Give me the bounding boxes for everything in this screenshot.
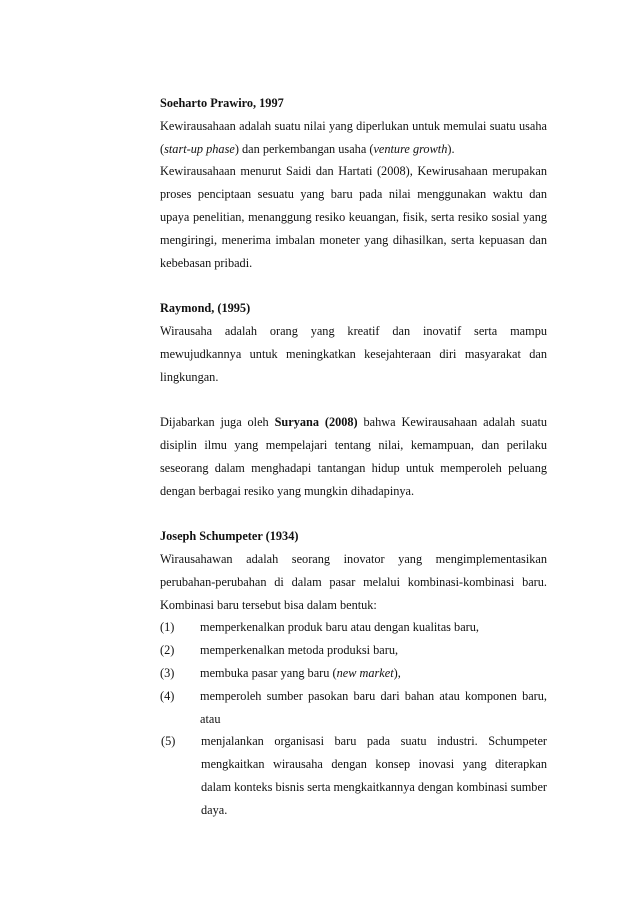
document-page	[160, 92, 547, 822]
paragraph-raymond: Wirausaha adalah orang yang kreatif dan inovatif serta mampu mewujudkannya untuk meningkatkan kesejahteraan diri masyarakat dan lingkungan.	[160, 323, 547, 384]
paragraph-saidi-hartati: Kewirausahaan menurut Saidi dan Hartati (2008), Kewirusahaan merupakan proses penciptaan sesuatu yang baru pada nilai menggunakan waktu dan upaya penelitian, menanggung resiko keuangan, fisik, serta resiko sosial yang mengiringi, menerima imbalan moneter yang dihasilkan, serta kepuasan dan kebebasan pribadi.	[160, 164, 547, 270]
paragraph-soeharto-definition: Kewirausahaan adalah suatu nilai yang diperlukan untuk memulai suatu usaha (start-up phase) dan perkembangan usaha (venture growth).	[160, 118, 547, 156]
spacer	[160, 502, 547, 525]
list-text: memperkenalkan metoda produksi baru,	[200, 643, 399, 658]
list-number: (1)	[160, 620, 175, 635]
list-item	[160, 730, 547, 821]
list-text: memperoleh sumber pasokan baru dari bahan atau komponen baru, atau	[200, 688, 547, 726]
combination-list	[160, 616, 547, 821]
list-text: menjalankan organisasi baru pada suatu industri. Schumpeter mengkaitkan wirausaha dengan konsep inovasi yang diterapkan dalam konteks bisnis serta mengkaitkannya dengan kombinasi sumber daya.	[201, 734, 547, 817]
heading-raymond: Raymond, (1995)	[160, 301, 251, 316]
list-text: memperkenalkan produk baru atau dengan kualitas baru,	[200, 620, 479, 635]
list-item	[160, 616, 547, 639]
list-item	[160, 685, 547, 731]
list-number: (4)	[160, 688, 175, 703]
list-item	[160, 662, 547, 685]
list-number: (2)	[160, 643, 175, 658]
list-item	[160, 639, 547, 662]
spacer	[160, 388, 547, 411]
heading-soeharto: Soeharto Prawiro, 1997	[160, 96, 284, 110]
heading-schumpeter: Joseph Schumpeter (1934)	[160, 529, 299, 544]
spacer	[160, 274, 547, 297]
list-text: membuka pasar yang baru (new market),	[200, 665, 401, 680]
list-number: (5)	[161, 734, 176, 749]
paragraph-schumpeter: Wirausahawan adalah seorang inovator yang mengimplementasikan perubahan-perubahan di dalam pasar melalui kombinasi-kombinasi baru. Kombinasi baru tersebut bisa dalam bentuk:	[160, 551, 547, 612]
paragraph-suryana: Dijabarkan juga oleh Suryana (2008) bahwa Kewirausahaan adalah suatu disiplin ilmu yang mempelajari tentang nilai, kemampuan, dan perilaku seseorang dalam menghadapi tantangan hidup untuk memperoleh peluang dengan berbagai resiko yang mungkin dihadapinya.	[160, 415, 548, 498]
list-number: (3)	[160, 665, 175, 680]
